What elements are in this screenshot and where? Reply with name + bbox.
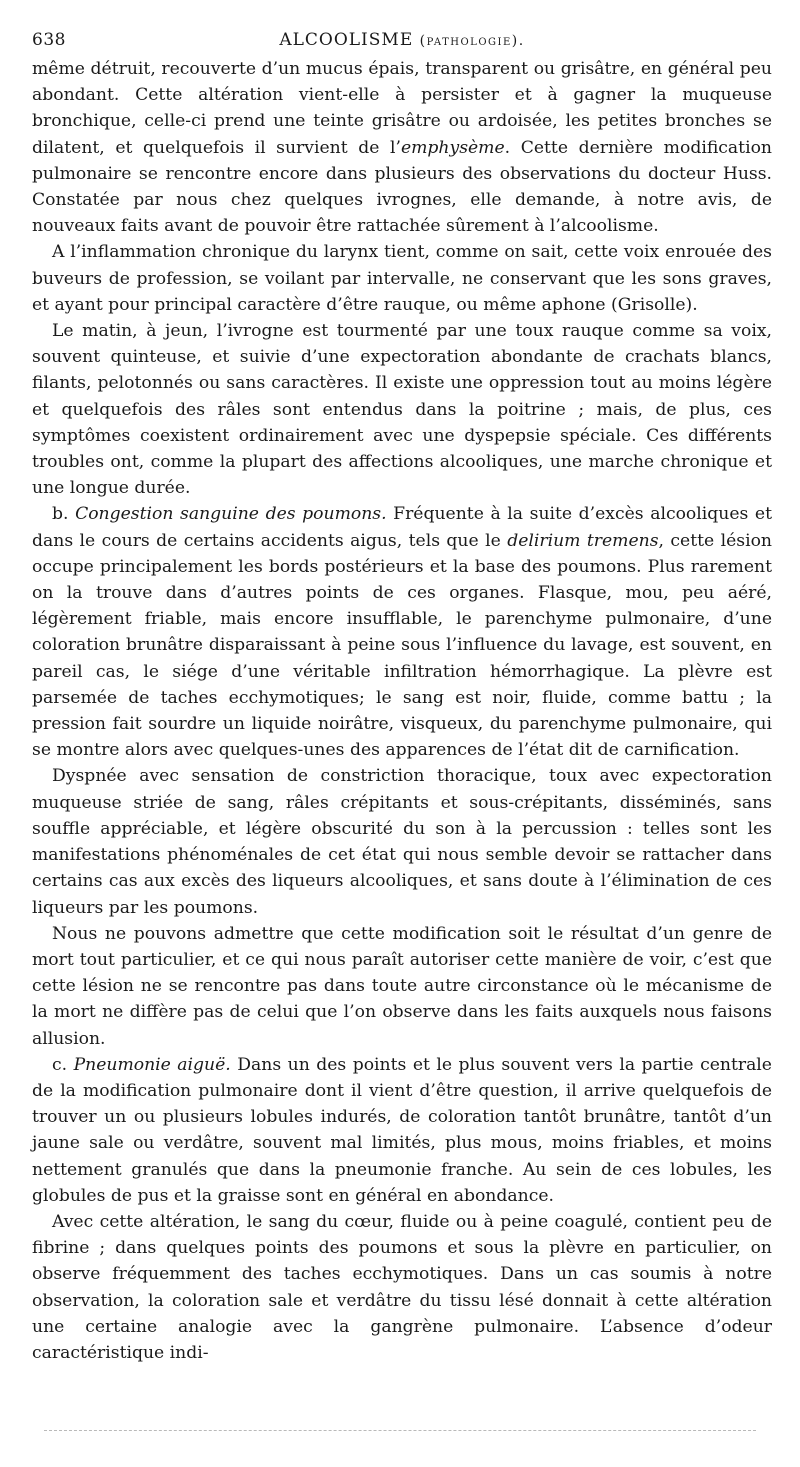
paragraph	[32, 1209, 772, 1366]
text-run: même détruit, recouverte d’un mucus épais, transparent ou grisâtre, en général peu abondant. Cette altération vient-elle à persister et à gagner la muqueuse bronchique, celle-ci prend une teinte grisâtre ou ardoisée, les petites bronches se dilatent, et quelquefois il survient de l’	[32, 59, 772, 158]
paragraph	[32, 56, 772, 239]
paragraph	[32, 501, 772, 763]
text-run: Dans un des points et le plus souvent vers la partie centrale de la modification pulmonaire dont il vient d’être question, il arrive quelquefois de trouver un ou plusieurs lobules indurés, de coloration tantôt brunâtre, tantôt d’un jaune sale ou verdâtre, souvent mal limités, plus mous, moins friables, et moins nettement granulés que dans la pneumonie franche. Au sein de ces lobules, les globules de pus et la graisse sont en général en abondance.	[32, 1054, 772, 1206]
text-run: Le matin, à jeun, l’ivrogne est tourmenté par une toux rauque comme sa voix, souvent quinteuse, et suivie d’une expectoration abondante de crachats blancs, filants, pelotonnés ou sans caractères. Il existe une oppression tout au moins légère et quelquefois des râles sont entendus dans la poitrine ; mais, de plus, ces symptômes coexistent ordinairement avec une dyspepsie spéciale. Ces différents troubles ont, comme la plupart des affections alcooliques, une marche chronique et une longue durée.	[32, 321, 772, 499]
text-run: Dyspnée avec sensation de constriction thoracique, toux avec expectoration muqueuse striée de sang, râles crépitants et sous-crépitants, disséminés, sans souffle appréciable, et légère obscurité du son à la percussion : telles sont les manifestations phénoménales de cet état qui nous semble devoir se rattacher dans certains cas aux excès des liqueurs alcooliques, et sans doute à l’élimination de ces liqueurs par les poumons.	[32, 766, 772, 918]
italic-term: Pneumonie aiguë.	[73, 1054, 231, 1075]
paragraph	[32, 239, 772, 318]
paragraph	[32, 1052, 772, 1209]
book-page	[32, 30, 772, 1366]
running-title-main: ALCOOLISME	[279, 30, 414, 50]
running-title	[32, 30, 772, 50]
paragraph	[32, 763, 772, 920]
text-run: Nous ne pouvons admettre que cette modification soit le résultat d’un genre de mort tout particulier, et ce qui nous paraît autoriser cette manière de voir, c’est que cette lésion ne se rencontre pas dans toute autre circonstance où le mécanisme de la mort ne diffère pas de celui que l’on observe dans les faits auxquels nous faisons allusion.	[32, 923, 772, 1049]
text-run: b.	[52, 504, 76, 525]
bottom-dashed-rule	[44, 1430, 756, 1431]
italic-term: delirium tremens	[507, 530, 659, 551]
running-title-subtitle: (pathologie).	[419, 33, 525, 49]
paragraph	[32, 318, 772, 501]
page-number: 638	[32, 30, 66, 50]
body-text	[32, 56, 772, 1366]
text-run: Avec cette altération, le sang du cœur, fluide ou à peine coagulé, contient peu de fibrine ; dans quelques points des poumons et sous la plèvre en particulier, on observe fréquemment des taches ecchymotiques. Dans un cas soumis à notre observation, la coloration sale et verdâtre du tissu lésé donnait à cette altération une certaine analogie avec la gangrène pulmonaire. L’absence d’odeur caractéristique indi-	[32, 1211, 772, 1363]
text-run: c.	[52, 1054, 74, 1075]
text-run: . Cette dernière modification pulmonaire se rencontre encore dans plusieurs des observations du docteur Huss. Constatée par nous chez quelques ivrognes, elle demande, à notre avis, de nouveaux faits avant de pouvoir être rattachée sûrement à l’alcoolisme.	[32, 137, 772, 237]
text-run: A l’inflammation chronique du larynx tient, comme on sait, cette voix enrouée des buveurs de profession, se voilant par intervalle, ne conservant que les sons graves, et ayant pour principal caractère d’être rauque, ou même aphone (Grisolle).	[32, 242, 772, 315]
text-run: Fréquente à la suite d’excès alcooliques et dans le cours de certains accidents aigus, tels que le	[32, 504, 772, 551]
paragraph	[32, 921, 772, 1052]
text-run: , cette lésion occupe principalement les bords postérieurs et la base des poumons. Plus rarement on la trouve dans d’autres points de ces organes. Flasque, mou, peu aéré, légèrement friable, mais encore insufflable, le parenchyme pulmonaire, d’une coloration brunâtre disparaissant à peine sous l’influence du lavage, est souvent, en pareil cas, le siége d’une véritable infiltration hémorrhagique. La plèvre est parsemée de taches ecchymotiques; le sang est noir, fluide, comme battu ; la pression fait sourdre un liquide noirâtre, visqueux, du parenchyme pulmonaire, qui se montre alors avec quelques-unes des apparences de l’état dit de carnification.	[32, 530, 773, 761]
running-head	[32, 30, 772, 56]
italic-term: Congestion sanguine des poumons.	[75, 504, 387, 525]
italic-term: emphysème	[400, 137, 505, 158]
